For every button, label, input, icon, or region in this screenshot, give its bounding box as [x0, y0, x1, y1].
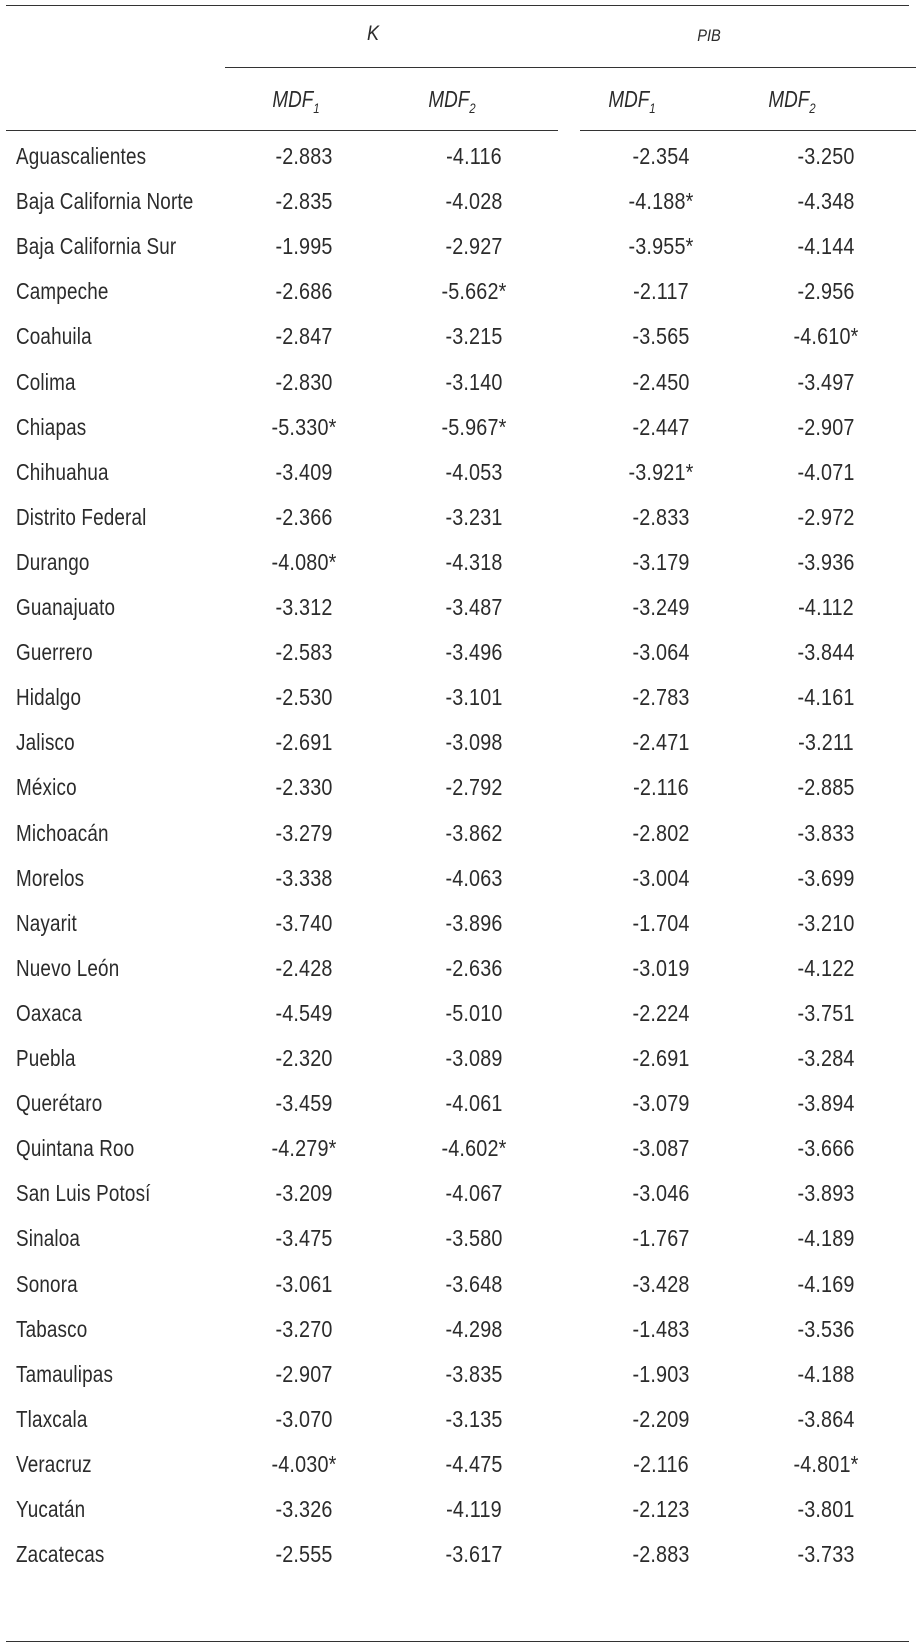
subheader-pib-mdf2: $MDF_2$: [768, 86, 816, 116]
k-mdf2-value: -2.927: [445, 233, 503, 260]
pib-mdf1-value: -3.249: [632, 594, 690, 620]
state-name: Aguascalientes: [16, 143, 147, 169]
pib-mdf2-value: -4.189: [797, 1225, 855, 1252]
k-mdf2-value: -3.231: [445, 503, 503, 530]
k-mdf1-value: -4.080*: [271, 548, 337, 575]
state-name: Oaxaca: [16, 999, 82, 1026]
k-mdf2-value: -5.967*: [441, 413, 507, 440]
pib-mdf2-value: -3.833: [797, 819, 855, 846]
table-row: [0, 855, 924, 902]
k-mdf1-value: -4.549: [275, 999, 333, 1026]
table-row: [0, 313, 924, 360]
pib-mdf1-value: -3.955*: [628, 233, 694, 260]
pib-mdf1-value: -2.209: [632, 1405, 690, 1432]
table-row: [0, 584, 924, 631]
state-name: Guerrero: [16, 639, 93, 666]
k-mdf1-value: -2.320: [275, 1045, 333, 1071]
table-row: [0, 404, 924, 451]
k-mdf2-value: -2.792: [445, 774, 503, 801]
pib-mdf2-value: -4.348: [797, 188, 855, 215]
k-mdf1-value: -3.070: [275, 1405, 333, 1432]
state-name: Chihuahua: [16, 458, 109, 485]
table-row: [0, 990, 924, 1037]
table-row: [0, 1215, 924, 1262]
pib-mdf1-value: -3.428: [632, 1270, 690, 1297]
k-mdf1-value: -2.883: [275, 143, 333, 169]
k-mdf1-value: -2.691: [275, 729, 333, 756]
table-row: [0, 178, 924, 225]
k-mdf1-value: -2.686: [275, 278, 333, 305]
table-row: [0, 494, 924, 541]
pib-mdf2-value: -4.161: [797, 684, 855, 711]
k-mdf2-value: -4.119: [446, 1496, 502, 1522]
k-mdf1-value: -2.530: [275, 684, 333, 711]
k-mdf2-value: -4.475: [445, 1450, 503, 1477]
state-name: Tlaxcala: [16, 1405, 88, 1432]
pib-mdf2-value: -4.071: [797, 458, 855, 485]
k-mdf1-value: -3.326: [275, 1496, 333, 1522]
k-mdf1-value: -2.366: [275, 503, 333, 530]
k-mdf2-value: -3.089: [445, 1045, 503, 1071]
pib-mdf2-value: -3.536: [797, 1315, 855, 1342]
table-row: [0, 1396, 924, 1443]
table-row: [0, 810, 924, 857]
k-mdf1-value: -2.583: [275, 639, 333, 666]
state-name: Sonora: [16, 1270, 78, 1297]
k-mdf2-value: -3.835: [445, 1360, 503, 1387]
k-mdf2-value: -3.862: [445, 819, 503, 846]
table-row: [0, 1441, 924, 1488]
subheader-k-mdf2: $MDF_2$: [428, 86, 476, 116]
state-name: Baja California Norte: [16, 188, 194, 215]
state-name: Guanajuato: [16, 594, 116, 620]
pib-mdf1-value: -3.046: [632, 1180, 690, 1207]
pib-mdf1-value: -3.179: [632, 548, 690, 575]
pib-mdf2-value: -3.497: [797, 368, 855, 395]
table-row: [0, 1306, 924, 1353]
k-mdf2-value: -3.140: [445, 368, 503, 395]
state-name: Puebla: [16, 1045, 76, 1071]
pib-mdf1-value: -1.903: [632, 1360, 690, 1387]
pib-mdf2-value: -3.284: [797, 1045, 855, 1071]
bottom-rule: [6, 1641, 909, 1642]
k-mdf1-value: -4.030*: [271, 1450, 337, 1477]
pib-mdf1-value: -4.188*: [628, 188, 694, 215]
pib-mdf1-value: -3.087: [632, 1135, 690, 1162]
state-name: Durango: [16, 548, 90, 575]
table-row: [0, 1486, 924, 1533]
pib-mdf2-value: -4.801*: [793, 1450, 859, 1477]
state-name: Nayarit: [16, 909, 77, 936]
state-name: Morelos: [16, 864, 85, 891]
pib-mdf1-value: -1.483: [632, 1315, 690, 1342]
pib-mdf1-value: -2.471: [632, 729, 690, 756]
pib-mdf1-value: -2.783: [632, 684, 690, 711]
k-mdf1-value: -3.475: [275, 1225, 333, 1252]
state-name: Sinaloa: [16, 1225, 81, 1252]
pib-mdf2-value: -2.956: [797, 278, 855, 305]
state-name: Baja California Sur: [16, 233, 177, 260]
pib-mdf2-value: -3.936: [797, 548, 855, 575]
k-mdf2-value: -3.135: [445, 1405, 503, 1432]
pib-mdf2-value: -3.864: [797, 1405, 855, 1432]
k-mdf2-value: -2.636: [445, 954, 503, 981]
table-row: [0, 1080, 924, 1127]
pib-mdf1-value: -2.123: [632, 1496, 690, 1522]
table-row: [0, 1035, 924, 1082]
pib-mdf2-value: -4.144: [797, 233, 855, 260]
state-name: Veracruz: [16, 1450, 92, 1477]
pib-mdf2-value: -2.885: [797, 774, 855, 801]
k-mdf2-value: -3.215: [445, 323, 503, 350]
pib-mdf1-value: -3.004: [632, 864, 690, 891]
k-mdf2-value: -4.061: [445, 1090, 503, 1117]
pib-mdf2-value: -2.972: [797, 503, 855, 530]
k-mdf2-value: -5.010: [445, 999, 503, 1026]
k-mdf2-value: -3.580: [445, 1225, 503, 1252]
table-row: [0, 1170, 924, 1217]
group-header-pib: PIB: [697, 26, 721, 45]
pib-mdf1-value: -2.802: [632, 819, 690, 846]
k-mdf2-value: -3.101: [445, 684, 503, 711]
k-mdf2-value: -4.602*: [441, 1135, 507, 1162]
state-name: Jalisco: [16, 729, 75, 756]
k-mdf2-value: -4.063: [445, 864, 503, 891]
table-row: [0, 629, 924, 676]
k-mdf1-value: -2.830: [275, 368, 333, 395]
pib-mdf2-value: -3.733: [797, 1541, 855, 1568]
state-name: Tabasco: [16, 1315, 88, 1342]
table-row: [0, 1125, 924, 1172]
pib-mdf1-value: -2.691: [632, 1045, 690, 1071]
pib-mdf1-value: -3.064: [632, 639, 690, 666]
table-row: [0, 359, 924, 406]
k-mdf2-value: -3.487: [445, 594, 503, 620]
group-header-rule: [225, 67, 916, 68]
pib-mdf1-value: -2.883: [632, 1541, 690, 1568]
table-row: [0, 764, 924, 811]
pib-mdf1-value: -2.117: [633, 278, 689, 305]
state-name: México: [16, 774, 77, 801]
pib-mdf1-value: -2.450: [632, 368, 690, 395]
pib-mdf2-value: -4.169: [797, 1270, 855, 1297]
pib-mdf2-value: -3.844: [797, 639, 855, 666]
k-mdf1-value: -3.312: [275, 594, 333, 620]
top-rule: [6, 5, 909, 6]
pib-mdf1-value: -2.833: [632, 503, 690, 530]
k-mdf1-value: -3.338: [275, 864, 333, 891]
table-row: [0, 900, 924, 947]
pib-mdf2-value: -3.666: [797, 1135, 855, 1162]
table-row: [0, 719, 924, 766]
subheader-rule-pib: [580, 130, 916, 131]
k-mdf1-value: -2.555: [275, 1541, 333, 1568]
pib-mdf2-value: -3.751: [797, 999, 855, 1026]
pib-mdf1-value: -3.019: [632, 954, 690, 981]
table-row: [0, 945, 924, 992]
state-name: Colima: [16, 368, 76, 395]
k-mdf1-value: -2.835: [275, 188, 333, 215]
k-mdf1-value: -2.907: [275, 1360, 333, 1387]
k-mdf1-value: -3.409: [275, 458, 333, 485]
pib-mdf2-value: -3.801: [797, 1496, 855, 1522]
pib-mdf2-value: -4.112: [798, 594, 854, 620]
k-mdf2-value: -4.053: [445, 458, 503, 485]
state-name: Hidalgo: [16, 684, 82, 711]
k-mdf1-value: -5.330*: [271, 413, 337, 440]
k-mdf2-value: -4.318: [445, 548, 503, 575]
table-row: [0, 539, 924, 586]
k-mdf1-value: -2.847: [275, 323, 333, 350]
k-mdf1-value: -3.209: [275, 1180, 333, 1207]
pib-mdf2-value: -3.210: [797, 909, 855, 936]
pib-mdf2-value: -2.907: [797, 413, 855, 440]
k-mdf1-value: -3.061: [275, 1270, 333, 1297]
state-name: Yucatán: [16, 1496, 86, 1522]
pib-mdf1-value: -3.565: [632, 323, 690, 350]
pib-mdf1-value: -2.447: [632, 413, 690, 440]
pib-mdf1-value: -1.767: [632, 1225, 690, 1252]
table-row: [0, 268, 924, 315]
pib-mdf2-value: -3.211: [798, 729, 854, 756]
state-name: Zacatecas: [16, 1541, 105, 1568]
k-mdf1-value: -3.740: [275, 909, 333, 936]
pib-mdf2-value: -3.699: [797, 864, 855, 891]
pib-mdf1-value: -2.354: [632, 143, 690, 169]
table-row: [0, 133, 924, 180]
state-name: Campeche: [16, 278, 109, 305]
pib-mdf2-value: -3.894: [797, 1090, 855, 1117]
k-mdf2-value: -4.067: [445, 1180, 503, 1207]
state-name: Chiapas: [16, 413, 87, 440]
pib-mdf2-value: -3.893: [797, 1180, 855, 1207]
state-name: Coahuila: [16, 323, 92, 350]
subheader-pib-mdf1: $MDF_1$: [608, 86, 656, 116]
k-mdf1-value: -1.995: [275, 233, 333, 260]
state-name: Distrito Federal: [16, 503, 147, 530]
pib-mdf1-value: -3.079: [632, 1090, 690, 1117]
pib-mdf1-value: -2.116: [633, 774, 689, 801]
k-mdf1-value: -3.279: [275, 819, 333, 846]
k-mdf1-value: -4.279*: [271, 1135, 337, 1162]
group-header-k: K: [366, 22, 380, 45]
table-row: [0, 1261, 924, 1308]
state-name: Nuevo León: [16, 954, 120, 981]
table-row: [0, 449, 924, 496]
pib-mdf2-value: -3.250: [797, 143, 855, 169]
subheader-k-mdf1: $MDF_1$: [272, 86, 320, 116]
state-name: Querétaro: [16, 1090, 103, 1117]
k-mdf2-value: -3.496: [445, 639, 503, 666]
pib-mdf2-value: -4.610*: [793, 323, 859, 350]
k-mdf2-value: -4.298: [445, 1315, 503, 1342]
state-name: Tamaulipas: [16, 1360, 114, 1387]
pib-mdf1-value: -3.921*: [628, 458, 694, 485]
k-mdf1-value: -2.428: [275, 954, 333, 981]
k-mdf2-value: -3.648: [445, 1270, 503, 1297]
pib-mdf1-value: -1.704: [632, 909, 690, 936]
state-name: San Luis Potosí: [16, 1180, 151, 1207]
table-row: [0, 1351, 924, 1398]
subheader-rule-k: [6, 130, 558, 131]
table-row: [0, 223, 924, 270]
pib-mdf2-value: -4.188: [797, 1360, 855, 1387]
state-name: Quintana Roo: [16, 1135, 135, 1162]
table-row: [0, 674, 924, 721]
k-mdf2-value: -4.116: [446, 143, 502, 169]
pib-mdf1-value: -2.116: [633, 1450, 689, 1477]
k-mdf2-value: -5.662*: [441, 278, 507, 305]
k-mdf1-value: -3.270: [275, 1315, 333, 1342]
table-row: [0, 1531, 924, 1578]
k-mdf1-value: -2.330: [275, 774, 333, 801]
k-mdf2-value: -3.617: [445, 1541, 503, 1568]
pib-mdf2-value: -4.122: [797, 954, 855, 981]
k-mdf2-value: -3.098: [445, 729, 503, 756]
k-mdf2-value: -3.896: [445, 909, 503, 936]
state-name: Michoacán: [16, 819, 109, 846]
k-mdf2-value: -4.028: [445, 188, 503, 215]
pib-mdf1-value: -2.224: [632, 999, 690, 1026]
k-mdf1-value: -3.459: [275, 1090, 333, 1117]
